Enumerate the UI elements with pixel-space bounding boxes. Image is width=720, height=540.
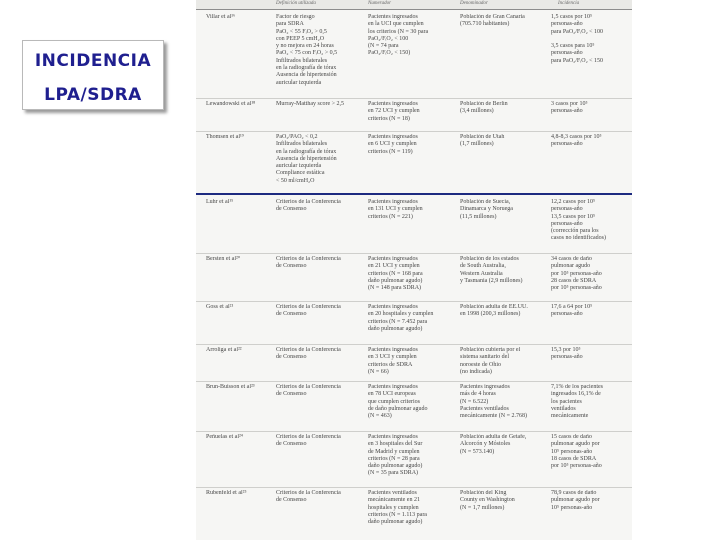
row-separator (196, 344, 632, 345)
cell-incidence: 12,2 casos por 10⁵ personas-año 13,5 casos por 10⁵ personas-año (corrección para los casos no identificados) (551, 199, 606, 242)
cell-incidence: 15 casos de daño pulmonar agudo por 10⁵ personas-año 18 casos de SDRA por 10⁵ personas-año (551, 434, 602, 470)
row-separator (196, 431, 632, 432)
cell-numerator: Pacientes ingresados en la UCI que cumplen los criterios (N = 30 para PaO₂/FᵢO₂ < 100 (N = 74 para PaO₂/FᵢO₂ < 150) (368, 14, 429, 57)
cell-author: Peñuelas et al²⁴ (206, 434, 243, 440)
cell-incidence: 78,9 casos de daño pulmonar agudo por 10⁵ personas-año (551, 490, 600, 511)
slide-title-line-2: LPA/SDRA (44, 85, 142, 105)
cell-numerator: Pacientes ingresados en 131 UCI y cumplen criterios (N = 221) (368, 199, 423, 220)
row-separator (196, 381, 632, 382)
cell-definition: Criterios de la Conferencia de Consenso (276, 304, 341, 318)
row-separator (196, 98, 632, 99)
header-definition: Definición utilizada (276, 1, 316, 6)
cell-numerator: Pacientes ingresados en 20 hospitales y cumplen criterios (N = 7.452 para daño pulmonar agudo) (368, 304, 434, 332)
cell-numerator: Pacientes ingresados en 3 hospitales del Sur de Madrid y cumplen criterios (N = 28 para daño pulmonar agudo) (N = 35 para SDRA) (368, 434, 423, 477)
cell-denominator: Población de Berlín (3,4 millones) (460, 101, 508, 115)
cell-numerator: Pacientes ingresados en 3 UCI y cumplen criterios de SDRA (N = 66) (368, 347, 418, 375)
cell-numerator: Pacientes ingresados en 21 UCI y cumplen criterios (N = 168 para daño pulmonar agudo) (N = 148 para SDRA) (368, 256, 423, 292)
cell-definition: PaO₂/PAO₂ < 0,2 Infiltrados bilaterales en la radiografía de tórax Ausencia de hipertensión auricular izquierda Compliance estática < 50 ml/cmH₂O (276, 134, 337, 184)
cell-incidence: 7,1% de los pacientes ingresados 16,1% de los pacientes ventilados mecánicamente (551, 384, 603, 420)
cell-incidence: 3 casos por 10⁵ personas-año (551, 101, 588, 115)
cell-denominator: Población de Gran Canaria (705.710 habitantes) (460, 14, 525, 28)
cell-definition: Factor de riesgo para SDRA PaO₂ < 55 FᵢO₂ > 0,5 con PEEP 5 cmH₂O y no mejora en 24 horas PaO₂ < 75 con FᵢO₂ > 0,5 Infiltrados bilaterales en la radiografía de tórax Ausencia de hipertensión auricular izquierda (276, 14, 338, 86)
cell-incidence: 34 casos de daño pulmonar agudo por 10⁵ personas-año 28 casos de SDRA por 10⁵ personas-año (551, 256, 602, 292)
cell-numerator: Pacientes ingresados en 72 UCI y cumplen criterios (N = 18) (368, 101, 420, 122)
cell-author: Bersten et al²⁰ (206, 256, 241, 262)
cell-numerator: Pacientes ingresados en 78 UCI europeas que cumplen criterios de daño pulmonar agudo (N = 463) (368, 384, 428, 420)
table-header-row (196, 0, 632, 10)
header-numerator: Numerador (368, 1, 392, 6)
cell-author: Brun-Buisson et al²³ (206, 384, 255, 390)
cell-definition: Criterios de la Conferencia de Consenso (276, 490, 341, 504)
slide-title-line-1: INCIDENCIA (34, 51, 152, 71)
cell-definition: Criterios de la Conferencia de Consenso (276, 384, 341, 398)
cell-denominator: Población adulta de Getafe, Alcorcón y Móstoles (N = 573.140) (460, 434, 527, 455)
cell-denominator: Población cubierta por el sistema sanitario del noroeste de Ohio (no indicada) (460, 347, 521, 375)
cell-author: Arroliga et al²² (206, 347, 242, 353)
cell-author: Rubenfeld et al²⁵ (206, 490, 247, 496)
cell-definition: Criterios de la Conferencia de Consenso (276, 256, 341, 270)
cell-definition: Criterios de la Conferencia de Consenso (276, 347, 341, 361)
header-incidence: Incidencia (558, 1, 580, 6)
cell-denominator: Población de los estados de South Australia, Western Australia y Tasmania (2,9 millones) (460, 256, 523, 284)
cell-author: Villar et al¹⁶ (206, 14, 236, 20)
cell-author: Luhr et al¹⁵ (206, 199, 234, 205)
cell-incidence: 15,3 por 10⁵ personas-año (551, 347, 583, 361)
cell-denominator: Población del King County en Washington (N = 1,7 millones) (460, 490, 515, 511)
cell-author: Goss et al²¹ (206, 304, 234, 310)
cell-denominator: Pacientes ingresados más de 4 horas (N = 6.522) Pacientes ventilados mecánicamente (N = 2.768) (460, 384, 528, 420)
row-separator (196, 487, 632, 488)
cell-denominator: Población de Suecia, Dinamarca y Noruega (11,5 millones) (460, 199, 513, 220)
cell-incidence: 1,5 casos por 10⁵ personas-año para PaO₂/FᵢO₂ < 100 3,5 casos para 10⁵ personas-año para PaO₂/FᵢO₂ < 150 (551, 14, 604, 64)
cell-definition: Criterios de la Conferencia de Consenso (276, 199, 341, 213)
cell-denominator: Población adulta de EE.UU. en 1998 (200,3 millones) (460, 304, 528, 318)
row-separator (196, 253, 632, 254)
cell-incidence: 17,6 a 64 por 10⁵ personas-año (551, 304, 593, 318)
cell-numerator: Pacientes ingresados en 6 UCI y cumplen criterios (N = 119) (368, 134, 418, 155)
section-divider (196, 193, 632, 195)
cell-incidence: 4,8-8,3 casos por 10⁵ personas-año (551, 134, 602, 148)
cell-author: Lewandowski et al¹⁸ (206, 101, 256, 107)
cell-author: Thomsen et al¹⁹ (206, 134, 244, 140)
cell-definition: Murray-Matthay score > 2,5 (276, 101, 345, 107)
cell-definition: Criterios de la Conferencia de Consenso (276, 434, 341, 448)
row-separator (196, 301, 632, 302)
scanned-incidence-table (196, 0, 632, 540)
header-denominator: Denominador (460, 1, 488, 6)
cell-numerator: Pacientes ventilados mecánicamente en 21 hospitales y cumplen criterios (N = 1.113 para daño pulmonar agudo) (368, 490, 427, 526)
row-separator (196, 131, 632, 132)
cell-denominator: Población de Utah (1,7 millones) (460, 134, 505, 148)
slide-title-box (22, 40, 164, 110)
